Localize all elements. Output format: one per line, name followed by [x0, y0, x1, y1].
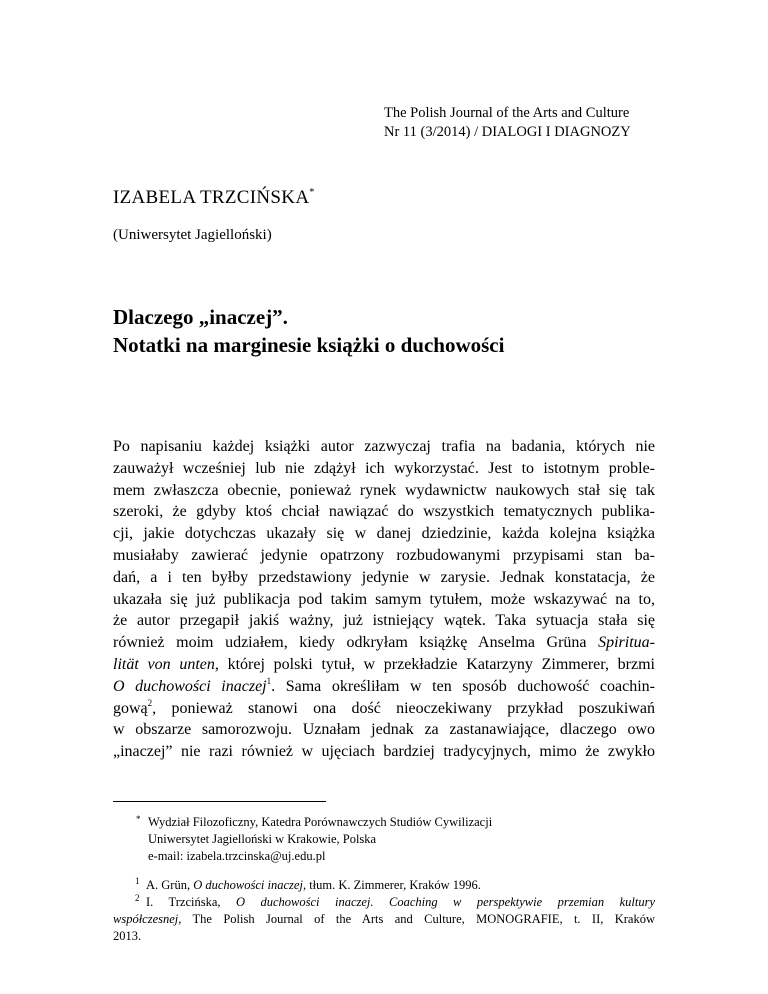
body-line: ukazała się już publikacja pod takim samym tytułem, może wskazywać na to,	[113, 590, 655, 608]
body-line: musiałaby zawierać jedynie opatrzony rozbudowanymi przypisami stan ba-	[113, 546, 655, 564]
body-text	[113, 436, 655, 763]
footnote-text-run: , tłum. K. Zimmerer, Kraków 1996.	[302, 878, 481, 892]
author-name-block	[113, 187, 314, 209]
body-line	[113, 676, 655, 698]
footnote-ref-2[interactable]: 2	[147, 697, 153, 708]
journal-issue: Nr 11 (3/2014) / DIALOGI I DIAGNOZY	[384, 124, 631, 140]
footnote-italic-title: współczesnej	[113, 912, 179, 926]
footnote-text-run: , The Polish Journal of the Arts and Culture, MONOGRAFIE, t. II, Kraków	[178, 912, 655, 926]
body-text-run: . Sama określiłam w ten sposób duchowość coachin-	[271, 677, 656, 695]
body-line: w obszarze samorozwoju. Uznałam jednak za zastanawiające, dlaczego owo	[113, 721, 655, 739]
footnote-star-marker: *	[136, 814, 141, 824]
body-line: Po napisaniu każdej książki autor zazwyczaj trafia na badania, których nie	[113, 438, 655, 455]
body-line	[113, 698, 655, 720]
book-title-italic: lität von unten	[113, 655, 215, 673]
title-line-1: Dlaczego „inaczej”.	[113, 305, 288, 329]
footnote-italic-title: O duchowości inaczej	[193, 878, 303, 892]
footnote-1-line	[113, 877, 655, 894]
footnote-2-line	[113, 894, 655, 911]
body-line: że autor przegapił jakiś ważny, już istniejący wątek. Taka sytuacja stała się	[113, 612, 655, 630]
footnote-ref-1[interactable]: 1	[266, 675, 272, 686]
body-text-run: , ponieważ stanowi ona dość nieoczekiwany przykład poszukiwań	[152, 699, 655, 717]
book-title-italic: Spiritua-	[598, 634, 655, 652]
author-affiliation: (Uniwersytet Jagielloński)	[113, 227, 272, 243]
body-line: szeroki, że gdyby ktoś chciał nawiązać do wszystkich tematycznych publika-	[113, 503, 655, 521]
body-text-run: gową	[113, 699, 148, 717]
footnote-author-line: Wydział Filozoficzny, Katedra Porównawczych Studiów Cywilizacji	[148, 815, 493, 829]
footnote-separator	[113, 801, 326, 802]
footnote-author	[138, 814, 492, 865]
footnote-author-line: Uniwersytet Jagielloński w Krakowie, Polska	[148, 832, 377, 846]
body-line: mem zwłaszcza obecnie, ponieważ rynek wydawnictw naukowych stał się tak	[113, 481, 655, 499]
body-text-run: , której polski tytuł, w przekładzie Katarzyny Zimmerer, brzmi	[214, 655, 655, 673]
footnote-text-run: A. Grün,	[146, 878, 194, 892]
footnote-2	[113, 894, 655, 945]
body-line: „inaczej” nie razi również w ujęciach bardziej tradycyjnych, mimo że zwykło	[113, 743, 655, 761]
author-name: IZABELA TRZCIŃSKA	[113, 187, 310, 208]
body-line	[113, 654, 655, 676]
footnote-2-number: 2	[135, 893, 140, 903]
title-line-2: Notatki na marginesie książki o duchowości	[113, 333, 505, 357]
footnote-1	[113, 877, 655, 894]
article-title	[113, 303, 504, 359]
footnote-email[interactable]: e-mail: izabela.trzcinska@uj.edu.pl	[148, 849, 326, 863]
journal-title: The Polish Journal of the Arts and Culture	[384, 105, 630, 121]
footnote-text-run: I. Trzcińska,	[146, 895, 236, 909]
journal-header	[384, 104, 684, 142]
footnote-1-number: 1	[135, 876, 140, 886]
body-line	[113, 632, 655, 654]
body-text-run: również moim udziałem, kiedy odkryłam książkę Anselma Grüna	[113, 634, 599, 652]
book-title-italic: O duchowości inaczej	[113, 677, 267, 695]
author-footnote-marker[interactable]: *	[309, 187, 315, 198]
footnote-italic-title: O duchowości inaczej. Coaching w perspektywie przemian kultury	[235, 895, 656, 909]
body-line: zauważył wcześniej lub nie zdążył ich wykorzystać. Jest to istotnym proble-	[113, 459, 655, 477]
body-line: dań, a i ten byłby przedstawiony jedynie w zarysie. Jednak konstatacja, że	[113, 568, 655, 586]
body-line: cji, jakie dotychczas ukazały się w danej dziedzinie, każda kolejna książka	[113, 525, 655, 543]
footnote-2-line	[113, 911, 655, 928]
footnote-2-line: 2013.	[113, 929, 142, 943]
